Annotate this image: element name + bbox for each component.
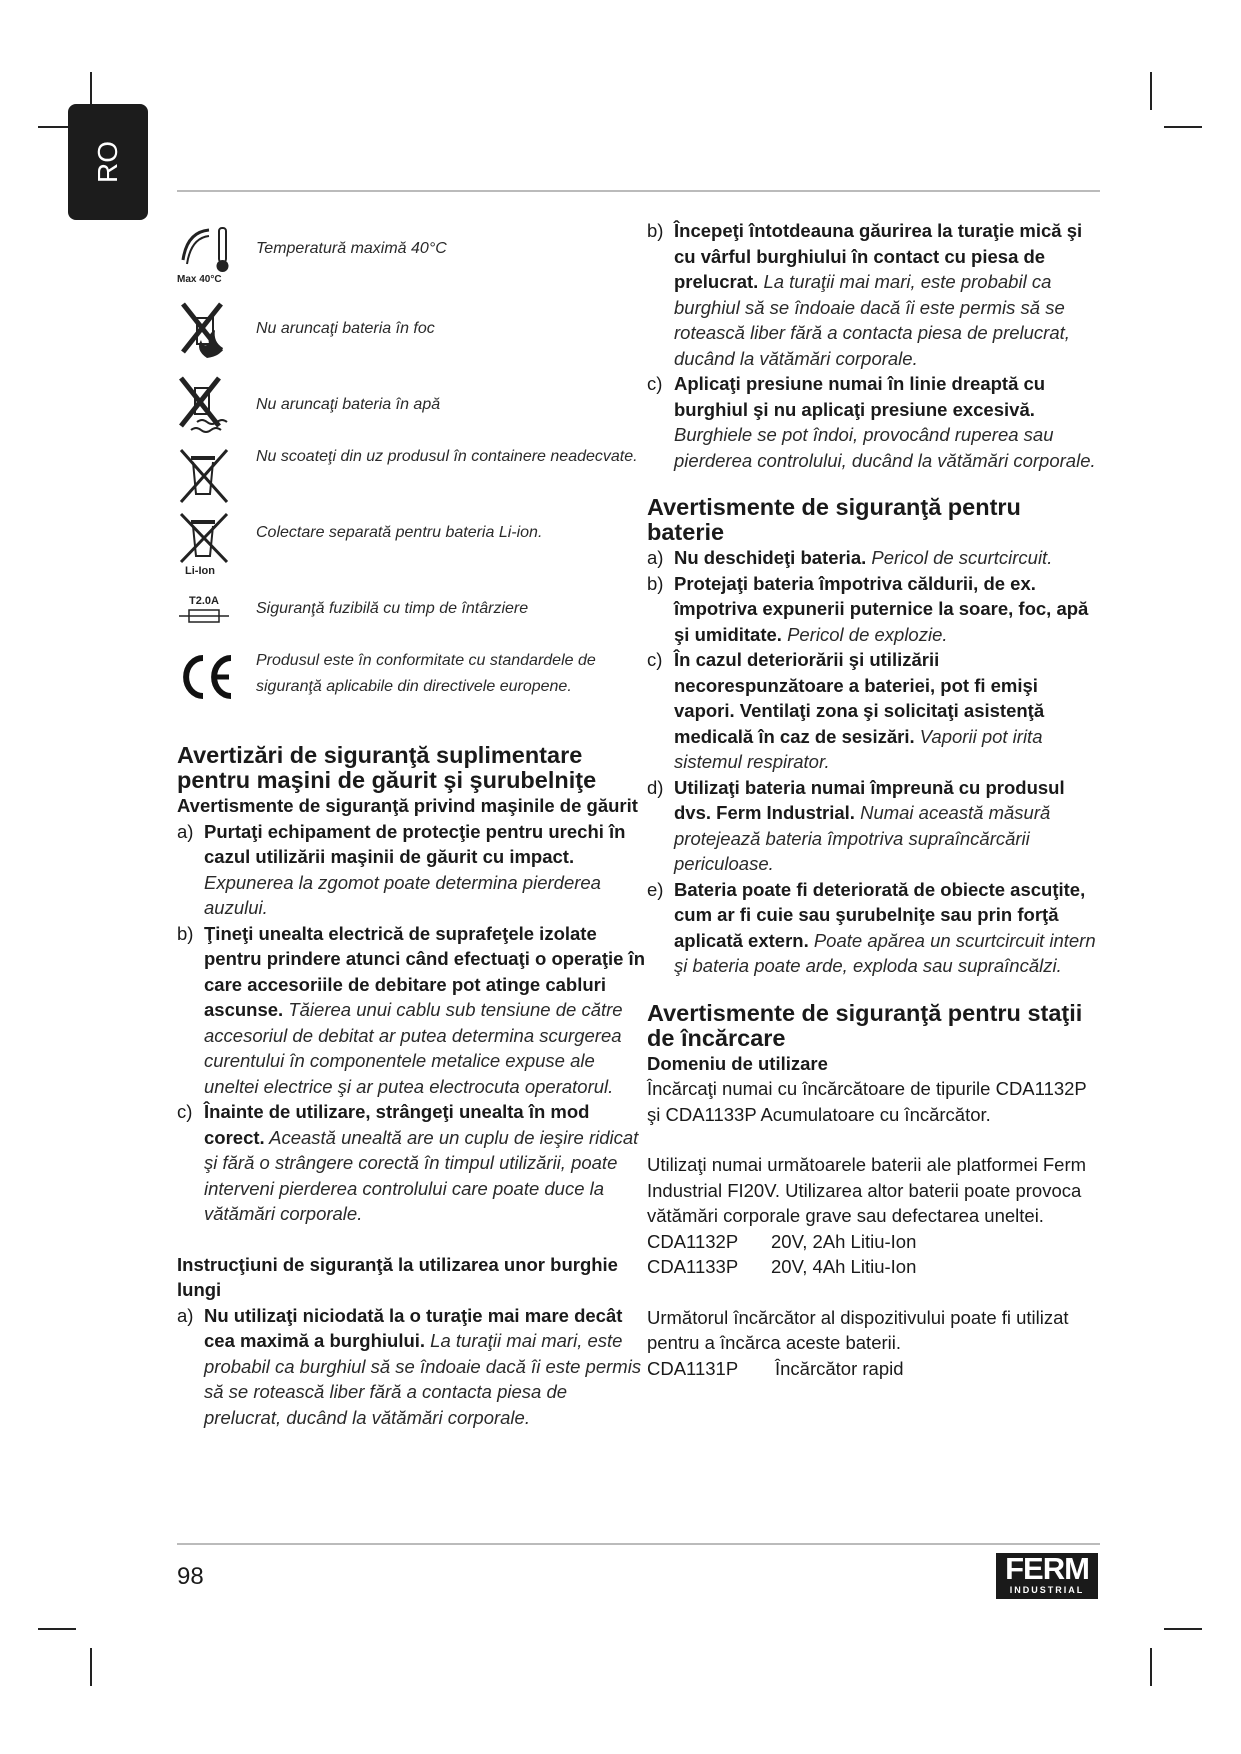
symbol-row <box>177 224 647 286</box>
left-column <box>177 743 647 1430</box>
battery-spec: 20V, 4Ah Litiu-Ion <box>771 1256 917 1277</box>
logo-sub: INDUSTRIAL <box>1009 1585 1085 1595</box>
item-bold: Bateria poate fi deteriorată de obiecte ascuţite, cum ar fi cuie sau şurubelniţe sau prin forţă aplicată extern. <box>674 878 1086 951</box>
subheading: Domeniu de utilizare <box>647 1052 828 1074</box>
item-bold: Purtaţi echipament de protecţie pentru urechi în cazul utilizării maşinii de găurit cu impact. <box>204 820 626 867</box>
no-water-icon <box>177 376 239 436</box>
list-item <box>647 775 1103 877</box>
symbol-row <box>177 300 647 362</box>
item-letter: b) <box>177 922 194 944</box>
right-column <box>647 218 1103 1381</box>
svg-text:Max 40°C: Max 40°C <box>177 274 222 284</box>
item-italic: Numai această măsură protejează bateria împotriva supraîncărcării periculoase. <box>674 802 1051 874</box>
crossed-bin-li-ion-icon <box>177 512 239 578</box>
item-italic: Această unealtă are un cuplu de ieşire ridicat şi fără o strângere corectă în timpul utilizării, poate interveni pierderea controlului care poate duce la vătămări corporale. <box>204 1126 639 1224</box>
list-item <box>647 877 1103 979</box>
item-letter: a) <box>177 1304 194 1326</box>
symbol-text: Nu aruncaţi bateria în apă <box>256 396 441 413</box>
list-item <box>647 647 1103 775</box>
battery-model: CDA1132P <box>647 1230 739 1252</box>
svg-text:T2.0A: T2.0A <box>189 595 219 607</box>
item-italic: Tăierea unui cablu sub tensiune de către accesoriul de debitat ar putea determina scurgerea curentului în componentele metalice expuse ale uneltei electrice şi ar putea electrocuta operatorul. <box>204 999 623 1097</box>
battery-spec: 20V, 2Ah Litiu-Ion <box>771 1230 917 1252</box>
item-letter: a) <box>647 547 664 568</box>
item-letter: e) <box>647 878 664 900</box>
logo-name: FERM <box>1005 1551 1089 1586</box>
item-bold: Aplicaţi presiune numai în linie dreaptă cu burghiul şi nu aplicaţi presiune excesivă. <box>674 373 1046 420</box>
symbol-row <box>177 376 647 438</box>
item-bold: Protejaţi bateria împotriva căldurii, de ex. împotriva expunerii puternice la soare, foc, apă şi umiditate. <box>674 572 1089 645</box>
paragraph: Utilizaţi numai următoarele baterii ale platformei Ferm Industrial FI20V. Utilizarea altor baterii poate provoca vătămări corporale grave sau defectarea uneltei. <box>647 1154 1087 1226</box>
item-bold: Utilizaţi bateria numai împreună cu produsul dvs. Ferm Industrial. <box>674 776 1065 823</box>
symbol-text: Nu aruncaţi bateria în foc <box>256 320 435 337</box>
item-bold: În cazul deteriorării şi utilizării necorespunzătoare a bateriei, pot fi emişi vapori. Ventilaţi zona şi solicitaţi asistenţă medicală în caz de sesizări. <box>674 649 1045 747</box>
crop-mark <box>1150 72 1152 110</box>
item-italic: La turaţii mai mari, este probabil ca burghiul să se îndoaie dacă îi este permis să se rotească liber fără a contacta piesa de prelucrat, ducând la vătămări corporale. <box>674 271 1070 369</box>
symbol-text: Siguranţă fuzibilă cu timp de întârziere <box>256 600 529 617</box>
charger-model: CDA1131P <box>647 1357 739 1379</box>
list-item <box>177 1099 647 1227</box>
item-letter: c) <box>647 373 663 394</box>
item-letter: c) <box>177 1101 193 1122</box>
list-item <box>177 921 647 1100</box>
item-italic: La turaţii mai mari, este probabil ca burghiul să se îndoaie dacă îi este permis să se rotească liber fără a contacta piesa de prelucrat, ducând la vătămări corporale. <box>204 1330 642 1428</box>
thermometer-icon <box>177 224 239 284</box>
list-item <box>177 819 647 921</box>
section-heading: Avertismente de siguranţă pentru staţii de încărcare <box>647 999 1083 1051</box>
crop-mark <box>1164 126 1202 128</box>
list-item <box>647 218 1103 371</box>
page-number: 98 <box>177 1563 204 1590</box>
list-item <box>647 371 1103 473</box>
item-bold: Nu deschideţi bateria. <box>674 547 867 568</box>
item-bold: Înainte de utilizare, strângeţi unealta în mod corect. <box>204 1101 590 1148</box>
item-italic: Poate apărea un scurtcircuit intern şi bateria poate arde, exploda sau supraîncălzi. <box>674 929 1096 976</box>
item-italic: Expunerea la zgomot poate determina pierderea auzului. <box>204 871 601 918</box>
section-heading: Avertismente de siguranţă pentru baterie <box>647 494 1021 545</box>
symbol-row <box>177 446 647 508</box>
item-letter: b) <box>647 572 664 594</box>
battery-row <box>647 1254 1103 1280</box>
item-bold: Ţineţi unealta electrică de suprafeţele izolate pentru prindere atunci când efectuaţi o operaţie în care accesoriile de debitare pot atinge cabluri ascunse. <box>204 922 645 1020</box>
battery-row <box>647 1229 1103 1255</box>
ferm-logo <box>996 1553 1098 1599</box>
crop-mark <box>90 1648 92 1686</box>
item-italic: Burghiele se pot îndoi, provocând ruperea sau pierderea controlului, ducând la vătămări corporale. <box>674 424 1096 471</box>
item-letter: b) <box>647 220 664 241</box>
ce-mark-icon <box>177 648 239 708</box>
list-item <box>177 1303 647 1431</box>
crop-mark <box>1164 1628 1202 1630</box>
symbol-text: Colectare separată pentru bateria Li-ion. <box>256 524 543 541</box>
item-italic: Pericol de scurtcircuit. <box>866 547 1053 568</box>
charger-spec: Încărcător rapid <box>775 1357 904 1379</box>
item-italic: Pericol de explozie. <box>781 623 948 645</box>
item-italic: Vaporii pot irita sistemul respirator. <box>674 725 1043 772</box>
fuse-icon <box>177 592 239 632</box>
symbol-text: Temperatură maximă 40°C <box>256 240 447 257</box>
subheading: Avertismente de siguranţă privind maşinile de găurit <box>177 795 638 816</box>
no-fire-icon <box>177 300 239 360</box>
section-heading: Avertizări de siguranţă suplimentare pentru maşini de găurit şi şurubelniţe <box>177 742 597 793</box>
language-code: RO <box>92 141 123 183</box>
crossed-bin-icon <box>177 446 239 506</box>
svg-text:Li-Ion: Li-Ion <box>185 565 215 577</box>
symbol-row <box>177 512 647 578</box>
battery-model: CDA1133P <box>647 1256 739 1277</box>
language-tab <box>68 104 148 220</box>
top-rule <box>177 190 1100 192</box>
bottom-rule <box>177 1543 1100 1545</box>
list-item <box>647 571 1103 648</box>
symbol-row <box>177 648 647 728</box>
charger-row <box>647 1356 1103 1382</box>
symbol-row <box>177 592 647 632</box>
subheading: Instrucţiuni de siguranţă la utilizarea unor burghie lungi <box>177 1253 618 1300</box>
crop-mark <box>38 1628 76 1630</box>
crop-mark <box>1150 1648 1152 1686</box>
item-bold: Începeţi întotdeauna găurirea la turaţie mică şi cu vârful burghiului în contact cu piesa de prelucrat. <box>674 220 1083 292</box>
paragraph: Următorul încărcător al dispozitivului poate fi utilizat pentru a încărca aceste baterii. <box>647 1306 1069 1353</box>
item-letter: c) <box>647 649 663 670</box>
list-item <box>647 545 1103 571</box>
symbol-text: Produsul este în conformitate cu standardele de siguranţă aplicabile din directivele europene. <box>256 652 596 695</box>
symbol-text: Nu scoateţi din uz produsul în containere neadecvate. <box>256 448 638 465</box>
item-bold: Nu utilizaţi niciodată la o turaţie mai mare decât cea maximă a burghiului. <box>204 1304 623 1351</box>
item-letter: a) <box>177 820 194 842</box>
paragraph: Încărcaţi numai cu încărcătoare de tipurile CDA1132P şi CDA1133P Acumulatoare cu încărcător. <box>647 1078 1087 1125</box>
item-letter: d) <box>647 776 664 798</box>
